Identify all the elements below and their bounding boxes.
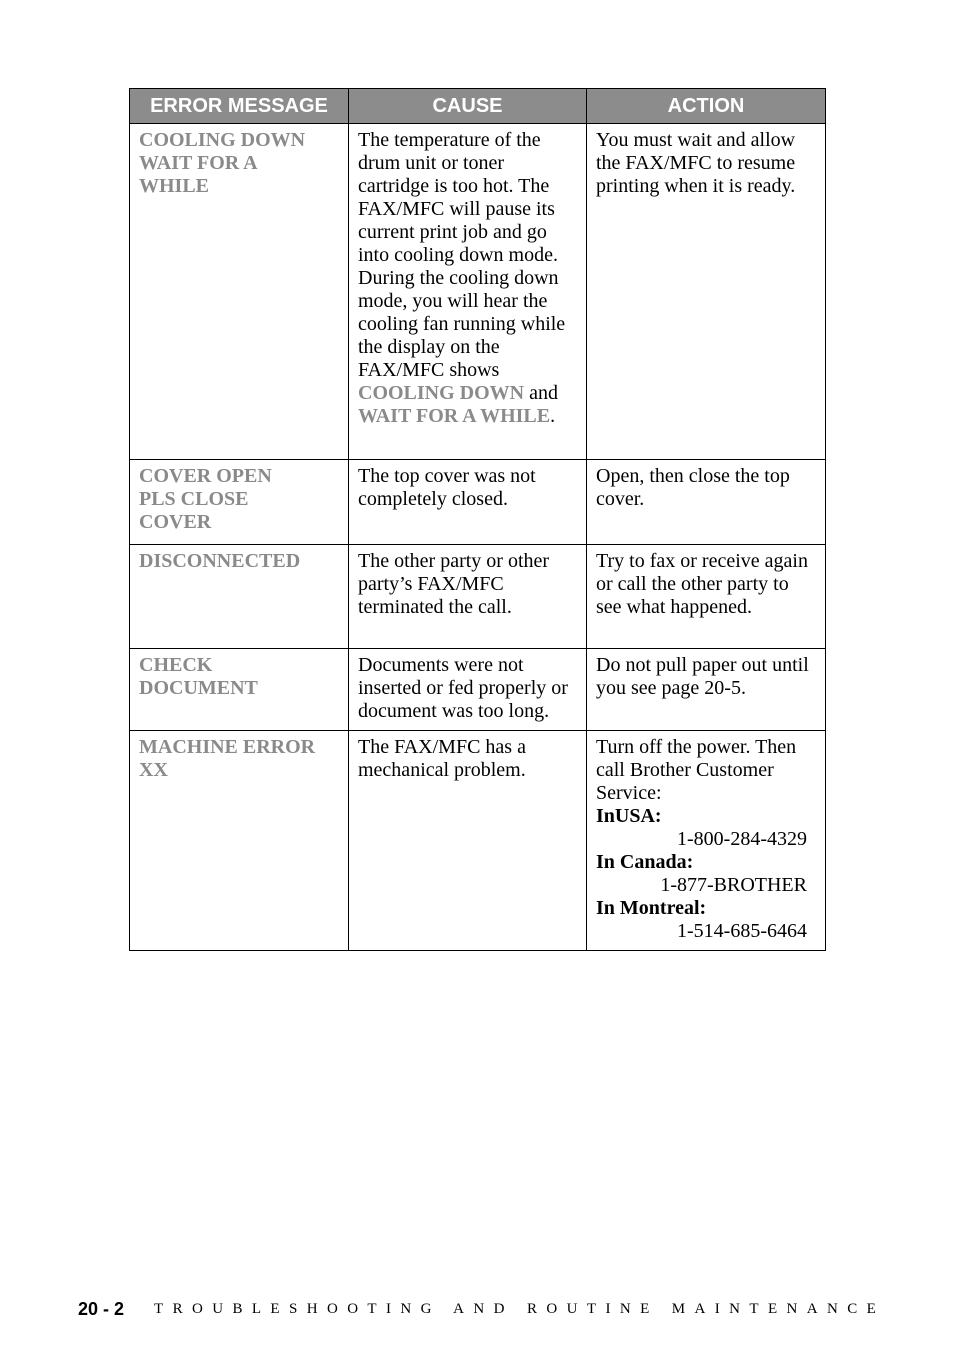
display-message-cooling-down: COOLING DOWN — [358, 382, 525, 404]
action-cell: You must wait and allow the FAX/MFC to resume printing when it is ready. — [587, 124, 826, 460]
error-message-cell — [130, 124, 349, 460]
cause-cell — [349, 124, 587, 460]
error-message-line: WHILE — [139, 175, 210, 197]
error-message-cell — [130, 649, 349, 731]
header-cause: CAUSE — [349, 89, 587, 124]
error-message-line: MACHINE ERROR — [139, 736, 316, 758]
usa-label: InUSA: — [596, 805, 662, 827]
cause-cell: The FAX/MFC has a mechanical problem. — [349, 731, 587, 951]
error-message-line: CHECK — [139, 654, 213, 676]
cause-text: The temperature of the drum unit or toner cartridge is too hot. The FAX/MFC will pause its current print job and go into cooling down mode. During the cooling down mode, you will hear the cooling fan running while the display on the FAX/MFC shows — [358, 129, 566, 381]
action-text: Turn off the power. Then call Brother Customer Service: — [596, 736, 797, 804]
cause-period: . — [550, 405, 556, 427]
error-message-line: PLS CLOSE — [139, 488, 249, 510]
cause-cell: Documents were not inserted or fed properly or document was too long. — [349, 649, 587, 731]
error-message-line: COOLING DOWN — [139, 129, 306, 151]
chapter-title: TROUBLESHOOTING AND ROUTINE MAINTENANCE — [154, 1301, 886, 1317]
table-row — [130, 545, 826, 649]
error-message-line: DISCONNECTED — [139, 550, 301, 572]
error-message-line: WAIT FOR A — [139, 152, 258, 174]
cause-conjunction: and — [529, 382, 559, 404]
header-action: ACTION — [587, 89, 826, 124]
error-message-cell — [130, 731, 349, 951]
cause-cell: The other party or other party’s FAX/MFC terminated the call. — [349, 545, 587, 649]
canada-label: In Canada: — [596, 851, 694, 873]
table-row — [130, 731, 826, 951]
error-message-cell — [130, 460, 349, 545]
table-row — [130, 460, 826, 545]
table-row — [130, 124, 826, 460]
action-cell: Do not pull paper out until you see page 20-5. — [587, 649, 826, 731]
table-row — [130, 649, 826, 731]
action-cell: Try to fax or receive again or call the other party to see what happened. — [587, 545, 826, 649]
display-message-wait: WAIT FOR A WHILE — [358, 405, 551, 427]
action-cell: Open, then close the top cover. — [587, 460, 826, 545]
header-error-message: ERROR MESSAGE — [130, 89, 349, 124]
error-message-line: DOCUMENT — [139, 677, 258, 699]
error-message-line: COVER OPEN — [139, 465, 272, 487]
page-footer — [78, 1299, 885, 1323]
error-message-line: COVER — [139, 511, 212, 533]
canada-phone-number: 1-877-BROTHER — [660, 874, 807, 896]
montreal-label: In Montreal: — [596, 897, 707, 919]
error-message-cell — [130, 545, 349, 649]
action-cell — [587, 731, 826, 951]
montreal-phone-number: 1-514-685-6464 — [677, 920, 807, 942]
usa-phone-number: 1-800-284-4329 — [677, 828, 807, 850]
page-number: 20 - 2 — [78, 1299, 125, 1319]
error-message-line: XX — [139, 759, 168, 781]
table-header-row — [130, 89, 826, 124]
cause-cell: The top cover was not completely closed. — [349, 460, 587, 545]
error-message-table — [129, 88, 826, 951]
